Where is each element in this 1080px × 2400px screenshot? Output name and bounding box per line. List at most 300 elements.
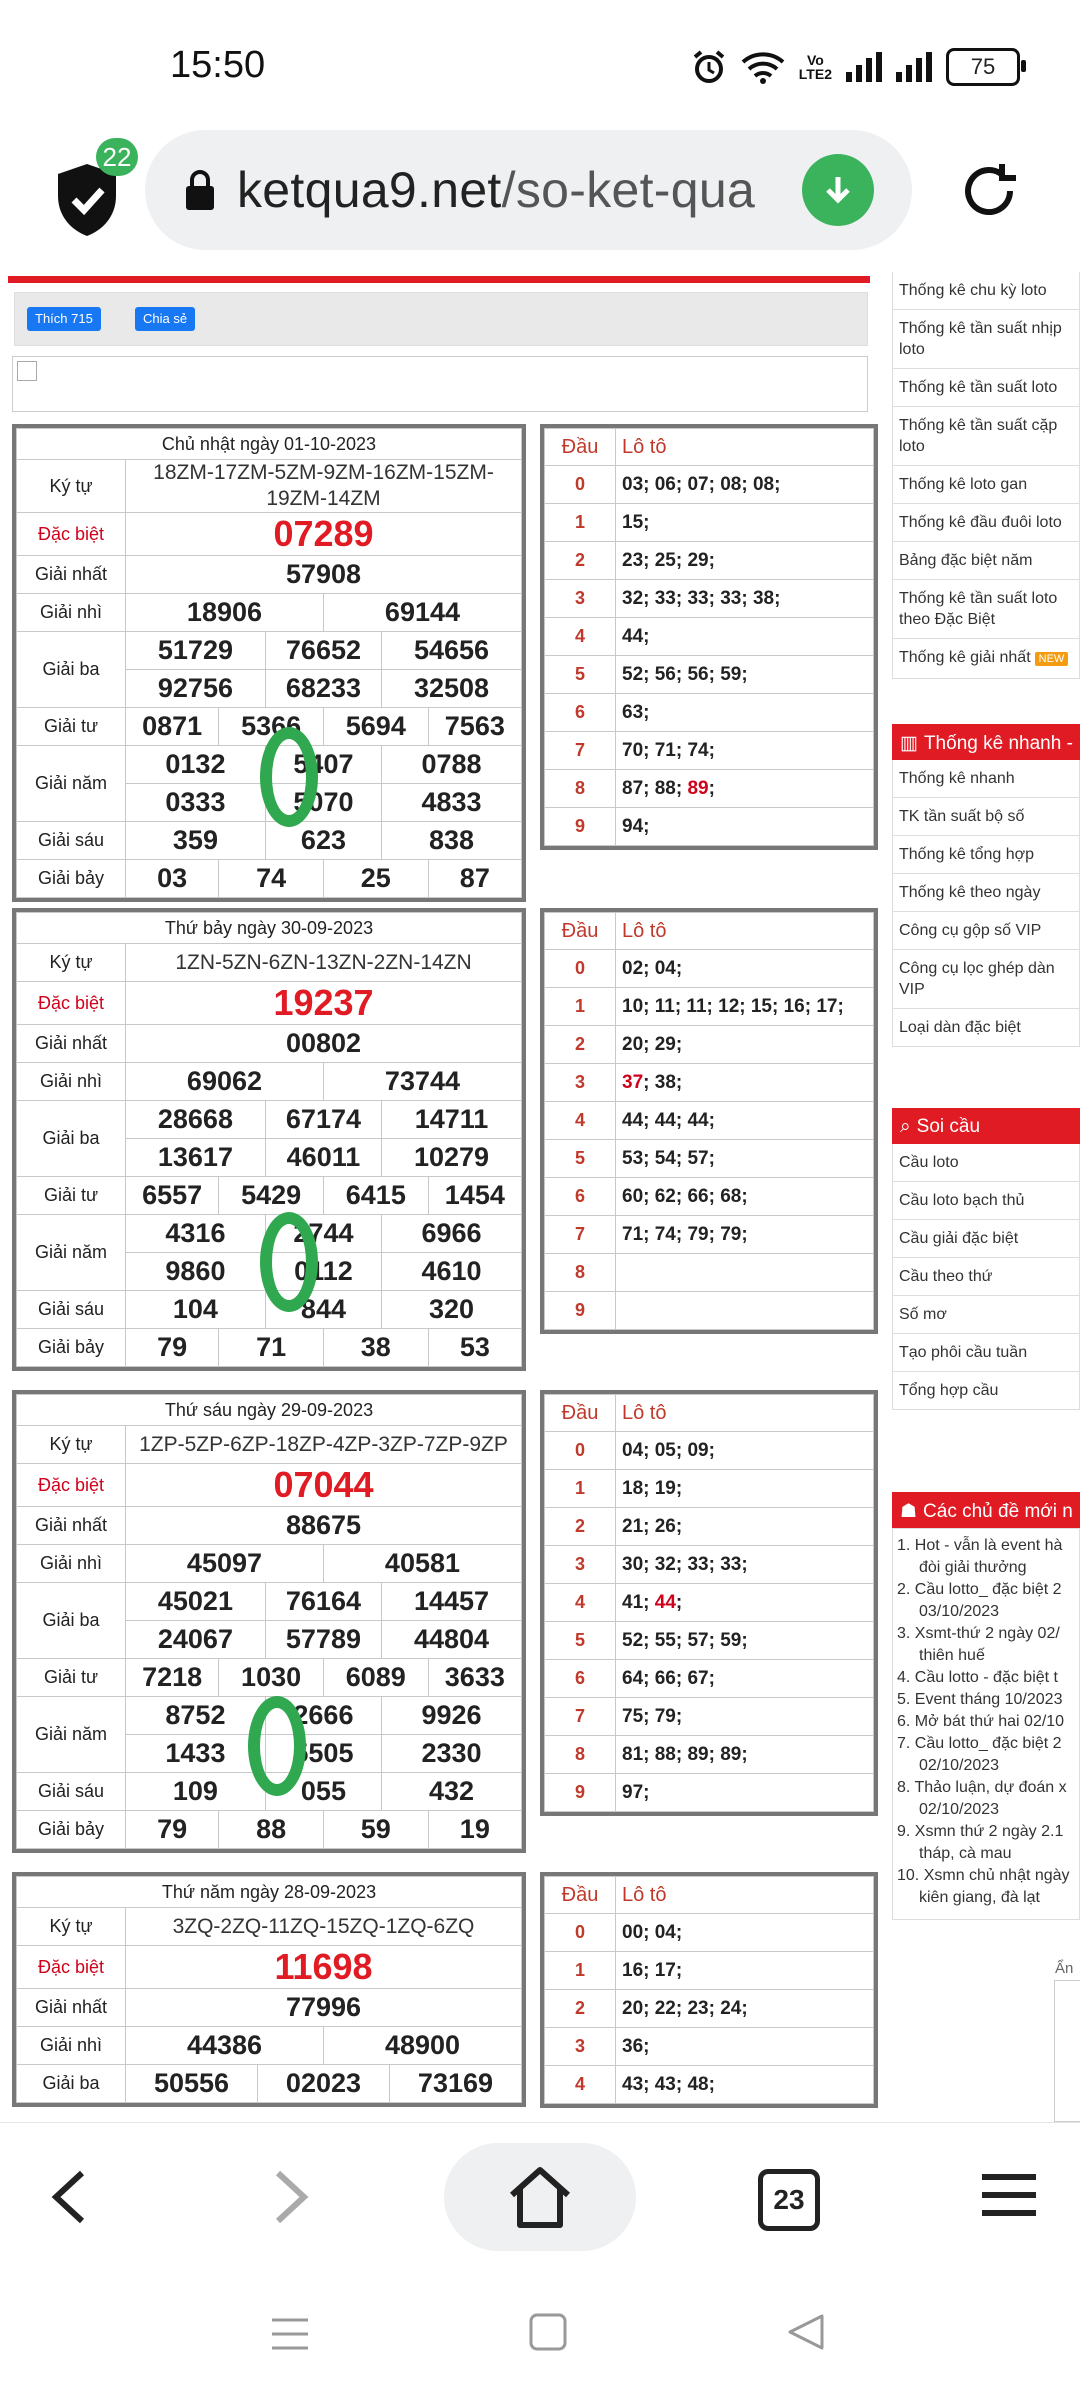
browser-toolbar <box>0 130 1080 272</box>
giai-nhat-value: 00802 <box>126 1025 522 1063</box>
loto-values <box>616 618 874 656</box>
loto-value-text: 52; 55; 57; 59; <box>622 1629 748 1651</box>
giai-nhat-value: 57908 <box>126 556 522 594</box>
loto-header: Lô tô <box>616 1877 874 1914</box>
giai-ba-value: 44804 <box>382 1621 522 1659</box>
search-icon: ⌕ <box>900 1116 911 1137</box>
header-red-line <box>8 276 870 283</box>
loto-value-text: 32; 33; 33; 33; 38; <box>622 587 781 609</box>
loto-value-text: 41; <box>622 1591 655 1613</box>
news-list <box>892 1528 1080 1920</box>
giai-nhat-label: Giải nhất <box>17 1507 126 1545</box>
result-grid <box>16 1876 522 2103</box>
loto-row <box>545 1216 874 1254</box>
loto-values <box>616 1952 874 1990</box>
giai-ba-value: 67174 <box>265 1101 381 1139</box>
loto-value-text: 20; 22; 23; 24; <box>622 1997 748 2019</box>
giai-nhat-row <box>17 1025 522 1063</box>
url-path: /so-ket-qua <box>501 162 756 218</box>
reload-icon[interactable] <box>958 160 1020 222</box>
forward-icon[interactable] <box>272 2169 312 2225</box>
sidebar-link-text: Cầu loto bạch thủ <box>899 1192 1025 1209</box>
loto-row <box>545 618 874 656</box>
date-row <box>17 1877 522 1908</box>
giai-nam-value: 2330 <box>382 1735 522 1773</box>
giai-nam-value: 2666 <box>265 1697 381 1735</box>
result-table <box>12 908 526 1371</box>
giai-tu-value: 5366 <box>219 708 324 746</box>
giai-nhi-value: 45097 <box>126 1545 324 1583</box>
recents-icon[interactable] <box>270 2314 310 2354</box>
menu-icon[interactable] <box>980 2173 1038 2217</box>
loto-values <box>616 1736 874 1774</box>
giai-nhi-value: 48900 <box>323 2027 521 2065</box>
sidebar-link[interactable] <box>892 912 1080 950</box>
news-item[interactable]: 2. Cầu lotto_ đặc biệt 2 <box>897 1581 1062 1598</box>
loto-row <box>545 1990 874 2028</box>
sidebar-link[interactable] <box>892 836 1080 874</box>
giai-nam-value: 0788 <box>382 746 522 784</box>
status-icons <box>691 48 1020 86</box>
sidebar-link[interactable] <box>892 1182 1080 1220</box>
loto-values <box>616 2066 874 2104</box>
sidebar-link[interactable] <box>892 1009 1080 1047</box>
giai-nhat-row <box>17 556 522 594</box>
loto-values <box>616 1102 874 1140</box>
status-time: 15:50 <box>170 44 266 86</box>
sidebar-link[interactable] <box>892 798 1080 836</box>
giai-tu-value: 6089 <box>323 1659 428 1697</box>
loto-values <box>616 1216 874 1254</box>
loto-header-row <box>545 429 874 466</box>
sidebar-link[interactable] <box>892 310 1080 369</box>
giai-ba-value: 13617 <box>126 1139 266 1177</box>
loto-row <box>545 2028 874 2066</box>
dac-biet-label: Đặc biệt <box>17 1946 126 1989</box>
giai-nam-value: 5070 <box>265 784 381 822</box>
loto-table <box>540 908 878 1334</box>
result-grid <box>16 428 522 898</box>
loto-value-text: 02; 04; <box>622 957 683 979</box>
sidebar-link[interactable] <box>892 369 1080 407</box>
loto-value-text: 30; 32; 33; 33; <box>622 1553 748 1575</box>
loto-row <box>545 1026 874 1064</box>
loto-row <box>545 808 874 846</box>
giai-nhat-label: Giải nhất <box>17 1989 126 2027</box>
sidebar-link[interactable] <box>892 1296 1080 1334</box>
new-tag: NEW <box>1035 652 1069 666</box>
sidebar-link[interactable] <box>892 272 1080 310</box>
loto-values <box>616 580 874 618</box>
sidebar-stats <box>892 272 1080 679</box>
sidebar-link[interactable] <box>892 1144 1080 1182</box>
loto-values <box>616 1178 874 1216</box>
giai-bay-value: 74 <box>219 860 324 898</box>
home-square-icon[interactable] <box>528 2312 568 2352</box>
sidebar-soi-cau <box>892 1108 1080 1410</box>
tabs-button[interactable]: 23 <box>758 2169 820 2231</box>
giai-bay-value: 71 <box>219 1329 324 1367</box>
giai-nhi-label: Giải nhì <box>17 2027 126 2065</box>
sidebar-link-text: Thống kê tần suất loto <box>899 379 1058 396</box>
giai-nhi-row <box>17 1063 522 1101</box>
date-row <box>17 429 522 460</box>
loto-value-text: 36; <box>622 2035 650 2057</box>
dau-digit: 4 <box>545 1102 616 1140</box>
dau-digit: 0 <box>545 1914 616 1952</box>
dac-biet-label: Đặc biệt <box>17 1464 126 1507</box>
news-item[interactable]: 02/10/2023 <box>919 1757 1000 1774</box>
loto-value-text: 53; 54; 57; <box>622 1147 715 1169</box>
loto-grid <box>544 1394 874 1812</box>
news-item[interactable]: 8. Thảo luận, dự đoán x <box>897 1779 1067 1796</box>
dau-digit: 7 <box>545 1216 616 1254</box>
news-item[interactable]: 6. Mở bát thứ hai 02/10 <box>897 1713 1065 1730</box>
loto-header-row <box>545 1877 874 1914</box>
loto-table <box>540 1872 878 2108</box>
dau-header: Đầu <box>545 1395 616 1432</box>
sidebar-link[interactable] <box>892 1258 1080 1296</box>
giai-tu-label: Giải tư <box>17 1659 126 1697</box>
shield-badge: 22 <box>96 138 138 176</box>
loto-highlight: 44 <box>654 1591 676 1613</box>
giai-ba-label: Giải ba <box>17 632 126 708</box>
hide-ad-label[interactable]: Ẩn <box>1055 1960 1074 1977</box>
sidebar-link-text: Thống kê tần suất nhịp loto <box>899 320 1062 358</box>
loto-row <box>545 1064 874 1102</box>
loto-values <box>616 466 874 504</box>
loto-row <box>545 1508 874 1546</box>
giai-nam-value: 0333 <box>126 784 266 822</box>
dau-digit: 1 <box>545 1952 616 1990</box>
loto-header-row <box>545 913 874 950</box>
loto-row <box>545 2066 874 2104</box>
ky-tu-value: 1ZP-5ZP-6ZP-18ZP-4ZP-3ZP-7ZP-9ZP <box>126 1426 522 1464</box>
dac-biet-value: 11698 <box>126 1946 522 1989</box>
giai-bay-label: Giải bảy <box>17 1811 126 1849</box>
sidebar-link[interactable] <box>892 1220 1080 1258</box>
giai-nam-value: 5505 <box>265 1735 381 1773</box>
news-item[interactable]: kiên giang, đà lạt <box>919 1889 1040 1906</box>
loto-row <box>545 732 874 770</box>
web-content <box>0 272 1080 2122</box>
giai-ba-row <box>17 1583 522 1621</box>
giai-tu-value: 6557 <box>126 1177 219 1215</box>
sidebar-heading-text: Các chủ đề mới n <box>923 1501 1073 1522</box>
broken-image-icon <box>17 361 37 381</box>
sidebar-heading <box>892 724 1080 760</box>
sidebar-link-text: Thống kê loto gan <box>899 476 1028 493</box>
loto-values <box>616 1546 874 1584</box>
news-item[interactable]: 4. Cầu lotto - đặc biệt t <box>897 1669 1058 1686</box>
giai-tu-value: 5429 <box>219 1177 324 1215</box>
loto-values <box>616 1064 874 1102</box>
browser-bottom-nav <box>0 2122 1080 2269</box>
news-item[interactable]: thiên huế <box>919 1647 985 1664</box>
giai-sau-value: 104 <box>126 1291 266 1329</box>
sidebar-link-text: Số mơ <box>899 1306 947 1323</box>
giai-tu-value: 1454 <box>428 1177 521 1215</box>
sidebar-link[interactable] <box>892 874 1080 912</box>
loto-value-text: 60; 62; 66; 68; <box>622 1185 748 1207</box>
dau-digit: 5 <box>545 1140 616 1178</box>
loto-row <box>545 1432 874 1470</box>
green-circle-annotation <box>260 1212 318 1312</box>
giai-tu-value: 3633 <box>428 1659 521 1697</box>
loto-grid <box>544 1876 874 2104</box>
loto-row <box>545 1660 874 1698</box>
loto-value-text: 52; 56; 56; 59; <box>622 663 748 685</box>
news-item[interactable]: 02/10/2023 <box>919 1801 1000 1818</box>
loto-values <box>616 504 874 542</box>
sidebar-link[interactable] <box>892 1372 1080 1410</box>
fb-like-button[interactable]: Thích 715 <box>27 307 101 331</box>
giai-ba-value: 46011 <box>265 1139 381 1177</box>
dau-digit: 9 <box>545 1774 616 1812</box>
dau-digit: 8 <box>545 1736 616 1774</box>
sidebar-link-text: Thống kê giải nhất <box>899 649 1031 666</box>
giai-bay-value: 79 <box>126 1329 219 1367</box>
news-item[interactable]: 1. Hot - vẫn là event hà <box>897 1537 1063 1554</box>
dau-digit: 2 <box>545 1508 616 1546</box>
giai-nhi-label: Giải nhì <box>17 594 126 632</box>
alarm-icon <box>691 49 727 85</box>
loto-row <box>545 542 874 580</box>
green-circle-annotation <box>248 1696 306 1796</box>
news-item[interactable]: 5. Event tháng 10/2023 <box>897 1691 1063 1708</box>
dau-digit: 3 <box>545 2028 616 2066</box>
users-icon: ☗ <box>900 1501 918 1522</box>
home-icon <box>506 2165 574 2229</box>
giai-nam-value: 8752 <box>126 1697 266 1735</box>
dau-header: Đầu <box>545 1877 616 1914</box>
chart-icon: ▥ <box>900 733 918 754</box>
sidebar-link[interactable] <box>892 639 1080 679</box>
giai-tu-label: Giải tư <box>17 1177 126 1215</box>
home-button[interactable] <box>444 2143 636 2251</box>
news-item[interactable]: đòi giải thưởng <box>919 1559 1027 1576</box>
giai-bay-value: 19 <box>428 1811 521 1849</box>
giai-ba-value: 02023 <box>257 2065 389 2103</box>
giai-bay-row <box>17 1329 522 1367</box>
loto-value-text: 20; 29; <box>622 1033 683 1055</box>
sidebar-new-topics <box>892 1492 1080 1920</box>
ad-frame[interactable] <box>1054 1980 1080 2122</box>
address-bar[interactable] <box>145 130 912 250</box>
loto-row <box>545 1584 874 1622</box>
giai-nhat-row <box>17 1989 522 2027</box>
loto-values <box>616 1990 874 2028</box>
giai-ba-value: 14711 <box>382 1101 522 1139</box>
giai-nam-value: 4833 <box>382 784 522 822</box>
sidebar-link-text: Thống kê tổng hợp <box>899 846 1035 863</box>
loto-values <box>616 2028 874 2066</box>
loto-highlight: 37 <box>622 1071 644 1093</box>
dau-digit: 3 <box>545 1546 616 1584</box>
loto-values <box>616 1432 874 1470</box>
loto-values <box>616 1660 874 1698</box>
ky-tu-row <box>17 460 522 513</box>
download-button[interactable] <box>802 154 874 226</box>
loto-header: Lô tô <box>616 913 874 950</box>
giai-sau-value: 055 <box>265 1773 381 1811</box>
loto-value-text: 00; 04; <box>622 1921 683 1943</box>
loto-values <box>616 1914 874 1952</box>
loto-row <box>545 1622 874 1660</box>
sidebar-link-text: Loại dàn đặc biệt <box>899 1019 1021 1036</box>
sidebar-link[interactable] <box>892 760 1080 798</box>
sidebar-heading <box>892 1108 1080 1144</box>
loto-value-text: 03; 06; 07; 08; 08; <box>622 473 781 495</box>
loto-values <box>616 1254 874 1292</box>
loto-value-text: 21; 26; <box>622 1515 683 1537</box>
giai-nam-label: Giải năm <box>17 1697 126 1773</box>
sidebar-link[interactable] <box>892 950 1080 1009</box>
giai-nhi-value: 69144 <box>323 594 521 632</box>
back-icon[interactable] <box>48 2169 88 2225</box>
news-item[interactable]: 7. Cầu lotto_ đặc biệt 2 <box>897 1735 1062 1752</box>
loto-table <box>540 1390 878 1816</box>
news-item[interactable]: tháp, cà mau <box>919 1845 1012 1862</box>
ky-tu-value: 1ZN-5ZN-6ZN-13ZN-2ZN-14ZN <box>126 944 522 982</box>
dau-digit: 4 <box>545 1584 616 1622</box>
giai-ba-value: 54656 <box>382 632 522 670</box>
sidebar-link-text: Cầu loto <box>899 1154 959 1171</box>
volte-top: Vo <box>806 52 824 68</box>
giai-ba-label: Giải ba <box>17 1583 126 1659</box>
dac-biet-label: Đặc biệt <box>17 513 126 556</box>
loto-values <box>616 1026 874 1064</box>
news-item[interactable]: 03/10/2023 <box>919 1603 1000 1620</box>
giai-nhi-label: Giải nhì <box>17 1063 126 1101</box>
loto-value-text: 44; 44; 44; <box>622 1109 715 1131</box>
giai-nhi-row <box>17 1545 522 1583</box>
giai-ba-value: 57789 <box>265 1621 381 1659</box>
sidebar-link[interactable] <box>892 466 1080 504</box>
banner-image[interactable] <box>12 356 868 412</box>
loto-header-row <box>545 1395 874 1432</box>
giai-bay-row <box>17 1811 522 1849</box>
giai-bay-value: 03 <box>126 860 219 898</box>
loto-values <box>616 808 874 846</box>
ky-tu-label: Ký tự <box>17 1908 126 1946</box>
loto-value-text: 23; 25; 29; <box>622 549 715 571</box>
sidebar-link[interactable] <box>892 504 1080 542</box>
url-text[interactable] <box>237 161 755 219</box>
loto-row <box>545 1952 874 1990</box>
sidebar-link-text: Cầu giải đặc biệt <box>899 1230 1019 1247</box>
giai-bay-label: Giải bảy <box>17 1329 126 1367</box>
dau-digit: 1 <box>545 988 616 1026</box>
dac-biet-row <box>17 1946 522 1989</box>
giai-bay-value: 38 <box>323 1329 428 1367</box>
ky-tu-row <box>17 944 522 982</box>
sidebar-link-text: Thống kê theo ngày <box>899 884 1041 901</box>
result-table <box>12 1872 526 2107</box>
giai-nhi-label: Giải nhì <box>17 1545 126 1583</box>
loto-row <box>545 988 874 1026</box>
loto-row <box>545 1254 874 1292</box>
giai-nam-value: 4610 <box>382 1253 522 1291</box>
giai-ba-value: 32508 <box>382 670 522 708</box>
loto-value-text: 15; <box>622 511 650 533</box>
dau-digit: 8 <box>545 1254 616 1292</box>
giai-nhi-value: 40581 <box>323 1545 521 1583</box>
loto-value-text: 87; 88; <box>622 777 688 799</box>
giai-nhi-row <box>17 2027 522 2065</box>
loto-value-text: 70; 71; 74; <box>622 739 715 761</box>
giai-bay-label: Giải bảy <box>17 860 126 898</box>
volte-bottom: LTE2 <box>798 66 832 82</box>
dau-digit: 0 <box>545 466 616 504</box>
news-item[interactable]: 9. Xsmn thứ 2 ngày 2.1 <box>897 1823 1064 1840</box>
news-item[interactable]: 3. Xsmt-thứ 2 ngày 02/ <box>897 1625 1060 1642</box>
fb-share-button[interactable]: Chia sẻ <box>135 307 195 331</box>
giai-ba-value: 76652 <box>265 632 381 670</box>
giai-nam-value: 0132 <box>126 746 266 784</box>
sidebar-heading-text: Thống kê nhanh - <box>923 733 1073 754</box>
giai-bay-value: 25 <box>323 860 428 898</box>
dau-digit: 3 <box>545 580 616 618</box>
giai-ba-row <box>17 1101 522 1139</box>
loto-row <box>545 694 874 732</box>
loto-row <box>545 1470 874 1508</box>
loto-row <box>545 950 874 988</box>
loto-values <box>616 1508 874 1546</box>
loto-grid <box>544 912 874 1330</box>
loto-values <box>616 1292 874 1330</box>
sidebar-link[interactable] <box>892 407 1080 466</box>
sidebar-link-text: Bảng đặc biệt năm <box>899 552 1033 569</box>
giai-tu-value: 7563 <box>428 708 521 746</box>
result-table <box>12 424 526 902</box>
ky-tu-label: Ký tự <box>17 944 126 982</box>
sidebar-link[interactable] <box>892 580 1080 639</box>
giai-sau-label: Giải sáu <box>17 1773 126 1811</box>
giai-tu-label: Giải tư <box>17 708 126 746</box>
ky-tu-value: 18ZM-17ZM-5ZM-9ZM-16ZM-15ZM-19ZM-14ZM <box>126 460 522 513</box>
dau-digit: 2 <box>545 542 616 580</box>
dac-biet-row <box>17 513 522 556</box>
lock-icon <box>183 168 217 212</box>
sidebar-link-text: Thống kê tần suất loto theo Đặc Biệt <box>899 590 1058 628</box>
loto-value-text: 75; 79; <box>622 1705 683 1727</box>
loto-highlight: 89 <box>687 777 709 799</box>
giai-sau-value: 623 <box>265 822 381 860</box>
news-item[interactable]: 10. Xsmn chủ nhật ngày <box>897 1867 1070 1884</box>
giai-ba-value: 50556 <box>126 2065 258 2103</box>
giai-tu-value: 5694 <box>323 708 428 746</box>
dau-digit: 9 <box>545 808 616 846</box>
giai-ba-value: 10279 <box>382 1139 522 1177</box>
giai-nam-value: 5407 <box>265 746 381 784</box>
dac-biet-label: Đặc biệt <box>17 982 126 1025</box>
back-triangle-icon[interactable] <box>786 2312 826 2352</box>
loto-values <box>616 770 874 808</box>
giai-bay-value: 87 <box>428 860 521 898</box>
sidebar-link[interactable] <box>892 1334 1080 1372</box>
loto-value-tail: ; <box>675 1591 683 1613</box>
ky-tu-value: 3ZQ-2ZQ-11ZQ-15ZQ-1ZQ-6ZQ <box>126 1908 522 1946</box>
loto-value-text: 71; 74; 79; 79; <box>622 1223 748 1245</box>
sidebar-link-text: Thống kê nhanh <box>899 770 1015 787</box>
sidebar-heading <box>892 1492 1080 1528</box>
dac-biet-value: 07044 <box>126 1464 522 1507</box>
sidebar-link[interactable] <box>892 542 1080 580</box>
dau-digit: 2 <box>545 1026 616 1064</box>
battery-icon: 75 <box>946 48 1020 86</box>
loto-row <box>545 466 874 504</box>
